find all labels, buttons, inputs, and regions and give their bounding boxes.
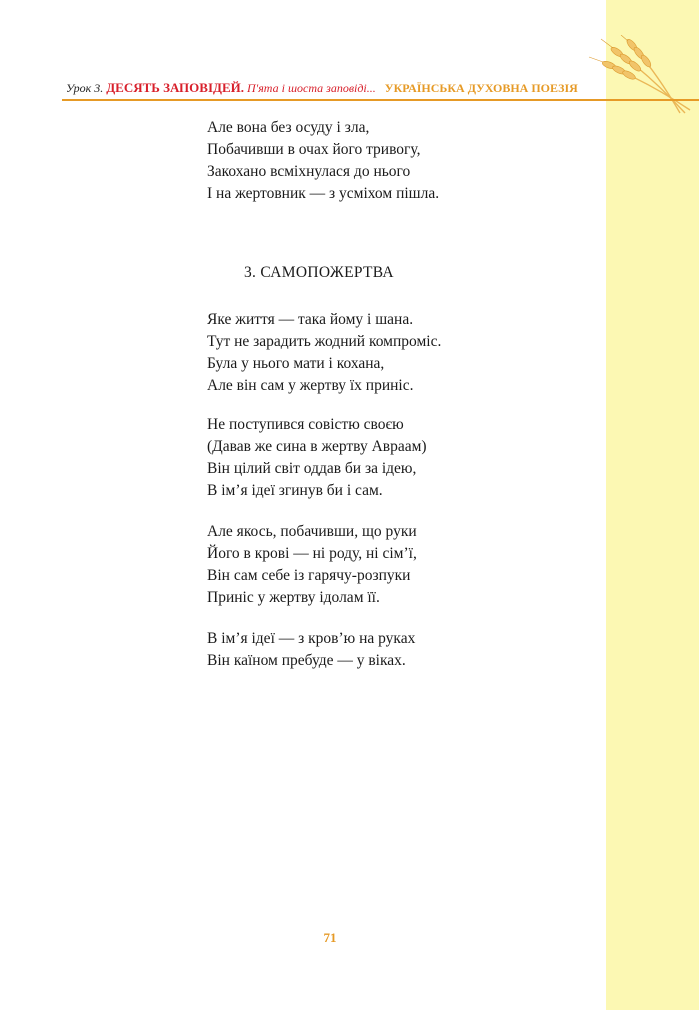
lesson-title: ДЕСЯТЬ ЗАПОВІДЕЙ. (106, 80, 244, 95)
poem-line: Тут не зарадить жодний компроміс. (207, 333, 442, 350)
poem-stanza (207, 414, 547, 502)
wheat-ears-icon (585, 35, 695, 115)
poem-line: Він сам себе із гарячу-розпуки (207, 567, 411, 584)
poem-line: В ім’я ідеї — з кров’ю на руках (207, 630, 416, 647)
poem-line: Яке життя — така йому і шана. (207, 311, 414, 328)
poem-line: Його в крові — ні роду, ні сім’ї, (207, 545, 417, 562)
lesson-label: Урок 3. (66, 81, 104, 95)
poem-line: Побачивши в очах його тривогу, (207, 141, 421, 158)
poem-line: В ім’я ідеї згинув би і сам. (207, 482, 383, 499)
poem-heading: 3. САМОПОЖЕРТВА (244, 264, 394, 281)
poem-line: Він каїном пребуде — у віках. (207, 652, 406, 669)
running-header (66, 81, 606, 95)
poem-stanza (207, 628, 547, 672)
section-title: УКРАЇНСЬКА ДУХОВНА ПОЕЗІЯ (384, 81, 578, 95)
poem-line: Але він сам у жертву їх приніс. (207, 377, 414, 394)
page-number: 71 (323, 930, 337, 945)
poem-stanza (207, 521, 547, 609)
poem-line: Закохано всміхнулася до нього (207, 163, 411, 180)
poem-line: (Давав же сина в жертву Авраам) (207, 438, 427, 455)
poem-stanza (207, 117, 547, 205)
poem-line: Приніс у жертву ідолам її. (207, 589, 380, 606)
header-divider (62, 99, 699, 101)
poem-line: Він цілий світ оддав би за ідею, (207, 460, 417, 477)
poem-line: Але якось, побачивши, що руки (207, 523, 417, 540)
lesson-subtitle: П'ята і шоста заповіді... (246, 81, 376, 95)
poem-line: Не поступився совістю своєю (207, 416, 404, 433)
poem-line: Але вона без осуду і зла, (207, 119, 370, 136)
poem-line: І на жертовник — з усміхом пішла. (207, 185, 440, 202)
poem-stanza (207, 309, 547, 397)
poem-line: Була у нього мати і кохана, (207, 355, 385, 372)
side-band (606, 0, 699, 1010)
